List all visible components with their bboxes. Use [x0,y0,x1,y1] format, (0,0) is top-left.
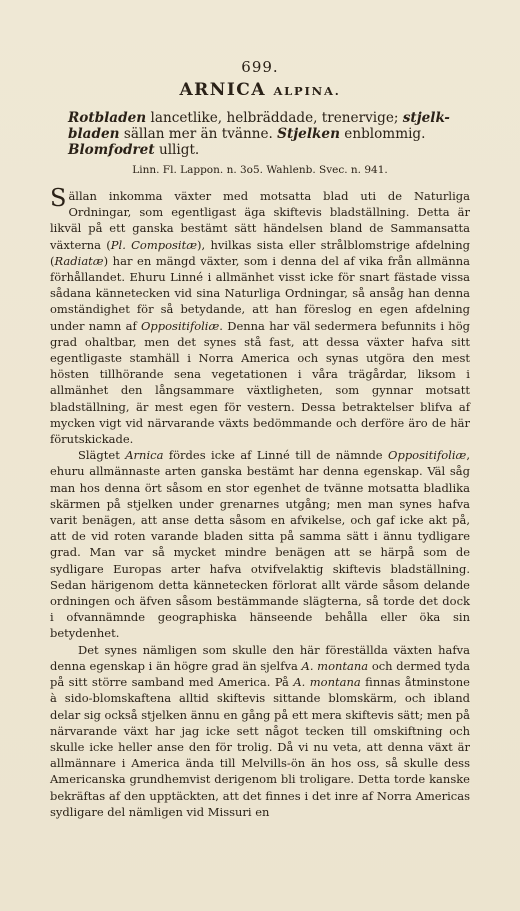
text-run: och dermed tyda på sitt större samband med America. På [50,658,471,690]
species-name: ALPINA. [273,84,341,98]
text-run: . Denna har väl sedermera befunnits i hög grad ohaltbar, men det synes stå fast, att dessa växter hafva sitt egentligaste stamhäll i Norra America och synas utgöra den mest hösten tillhörande sena vegetationen i våra trägårdar, liksom i allmänhet den långsammare växtligheten, som gynnar motsatt bladställning, är mest egen för vestern. Dessa betraktelser blifva af mycken vigt vid närvarande växts bedömmande och derföre äro de här förutskickade. [50,318,470,447]
text-run: ällan inkomma växter med motsatta blad uti de Naturliga Ordningar, som egentligast äga skiftevis bladställning. Detta är likväl på ett ganska bestämt sätt händelsen bland de Sammansatta växterna ( [50,189,470,252]
diagnosis [50,110,470,158]
paragraph-1 [50,184,470,447]
diag-term: bladen [68,126,120,142]
diag-text: sällan mer än tvänne. [119,126,278,142]
diag-term: stjelk- [402,110,450,126]
paragraph-2 [50,447,470,641]
text-run: finnas åtminstone à sido-blomskaftena alltid skiftevis sittande blomskärm, och ibland delar sig också stjelken ännu en gång på ett mera skiftevis sätt; men på närvarande växt har jag icke sett något tecken till omskiftning och skulle icke heller anse den för trolig. Då vi nu veta, att denna växt är allmännare i America ända till Melvills-ön än hos oss, så skulle dess Americanska grundhemvist derigenom bli troligare. Detta torde kanske bekräftas af den upptäckten, att det finnes i det inre af Norra Americas sydligare del nämligen vid Missuri en [50,675,470,819]
diag-text: ulligt. [154,142,200,158]
text-run: ) har en mängd växter, som i denna del af vika från allmänna förhållandet. Ehuru Linné i allmänhet visst icke för snart fästade vissa sådana kännetecken vid sina Naturliga Ordningar, så ansåg han denna omständighet för så betydande, att han föreslog en egen afdelning under namn af [50,253,470,333]
italic-term: Radiatæ [54,253,104,268]
diag-text: lancetlike, helbräddade, trenervige; [146,110,403,126]
literature-reference: Linn. Fl. Lappon. n. 3o5. Wahlenb. Svec. n. 941. [132,164,388,176]
paragraph-3 [50,642,470,820]
italic-term: Oppositifoliæ [140,318,220,333]
genus-name: ARNICA [179,80,267,100]
diag-text: enblommig. [339,126,426,142]
diag-term: Rotbladen [68,110,147,126]
diag-term: Blomfodret [68,142,155,158]
page-number: 699. [241,58,279,76]
italic-term: Pl. Compositæ [110,237,198,252]
italic-term: A. montana [301,658,369,673]
text-run: , ehuru allmännaste arten ganska bestämt har denna egenskap. Väl såg man hos denna ört såsom en stor egenhet de tvänne motsatta bladlika skärmen på stjelken under grenarnes utgång; men man synes hafva varit benägen, att anse detta såsom en afvikelse, och gaf icke akt på, att de vid roten varande bladen sitta på samma sätt i ännu tydligare grad. Man var så mycket mindre benägen att se härpå som de sydligare Europas arter hafva otvifvelaktig skiftevis bladställning. Sedan härigenom detta kännetecken förlorat allt värde såsom delande ordningen och äfven såsom bestämmande slägterna, så torde det dock i ofvannämnde geographiska hänseende behålla eller öka sin betydenhet. [50,448,470,641]
species-title [50,80,470,100]
italic-term: A. montana [293,675,361,690]
body-text [50,184,471,820]
italic-term: Arnica [125,448,164,463]
drop-cap: S [50,184,67,212]
text-run: ), hvilkas sista eller strålblomstrige afdelning ( [50,237,470,268]
text-run: Det synes nämligen som skulle den här föreställda växten hafva denna egenskap i än högre grad än sjelfva [50,642,470,673]
text-run: fördes icke af Linné till de nämnde [163,448,389,463]
italic-term: Oppositifoliæ [388,448,467,463]
diag-term: Stjelken [277,126,340,142]
text-run: Slägtet [78,448,126,463]
